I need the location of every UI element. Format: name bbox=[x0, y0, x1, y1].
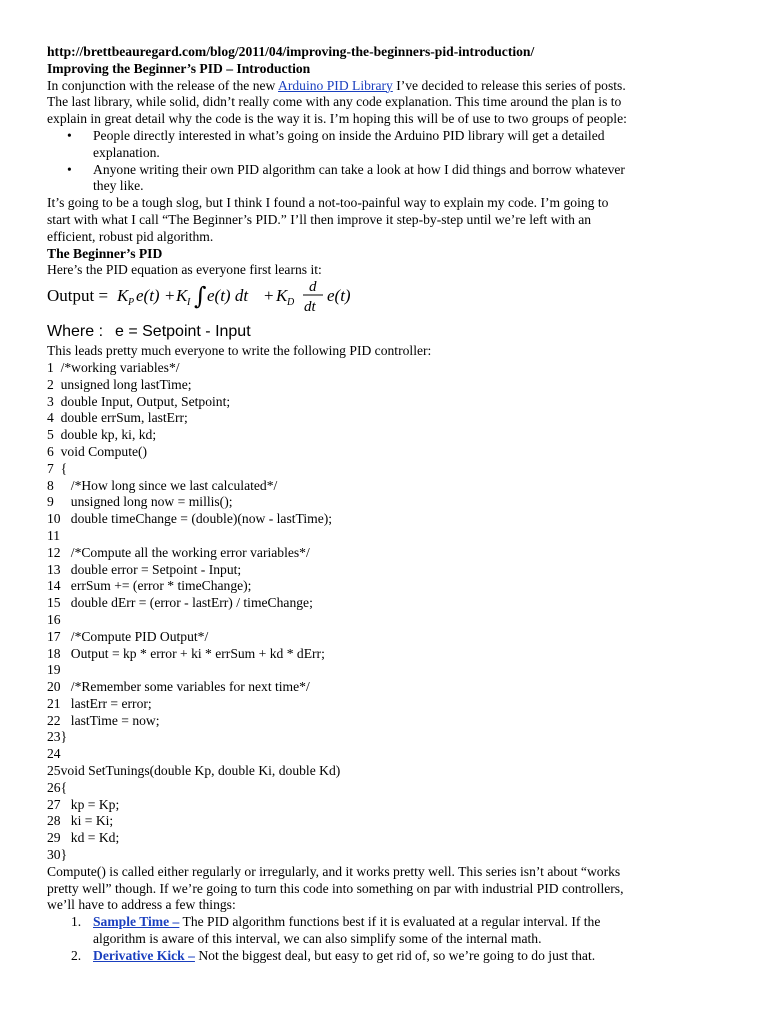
code-intro: This leads pretty much everyone to write the following PID controller: bbox=[47, 343, 432, 359]
eq-e-t: e(t) bbox=[136, 286, 160, 306]
list-item-text: they like. bbox=[93, 178, 144, 194]
code-line: 24 bbox=[47, 746, 61, 762]
bullet-icon: • bbox=[67, 127, 72, 143]
eq-e-t-dt: e(t) dt bbox=[207, 286, 249, 306]
intro-text: In conjunction with the release of the new bbox=[47, 77, 279, 93]
intro-paragraph bbox=[47, 78, 727, 128]
derivative-kick-link[interactable]: Derivative Kick – bbox=[93, 947, 195, 963]
code-line: 9 unsigned long now = millis(); bbox=[47, 494, 233, 510]
code-line: 15 double dErr = (error - lastErr) / timeChange; bbox=[47, 595, 313, 611]
list-item bbox=[47, 162, 727, 196]
paragraph-text: Compute() is called either regularly or irregularly, and it works pretty well. This series isn’t about “works bbox=[47, 863, 621, 879]
code-line: 27 kp = Kp; bbox=[47, 796, 120, 812]
eq-kp: K bbox=[117, 286, 129, 306]
list-item-text: The PID algorithm functions best if it is evaluated at a regular interval. If the bbox=[179, 914, 601, 930]
eq-kd-sub: D bbox=[287, 297, 295, 309]
eq-kd: K bbox=[276, 286, 288, 306]
code-line: 16 bbox=[47, 611, 61, 627]
code-line: 8 /*How long since we last calculated*/ bbox=[47, 477, 278, 493]
code-line: 19 bbox=[47, 662, 61, 678]
code-line: 20 /*Remember some variables for next time*/ bbox=[47, 679, 310, 695]
intro-text: The last library, while solid, didn’t really come with any code explanation. This time around the plan is to bbox=[47, 94, 622, 110]
code-line: 1 /*working variables*/ bbox=[47, 359, 180, 375]
slog-paragraph bbox=[47, 195, 727, 245]
eq-e-t-end: e(t) bbox=[327, 286, 351, 306]
sample-time-link[interactable]: Sample Time – bbox=[93, 914, 180, 930]
list-item-text: Not the biggest deal, but easy to get rid of, so we’re going to do just that. bbox=[194, 947, 596, 963]
eq-integral: ∫ bbox=[194, 282, 207, 311]
arduino-pid-library-link[interactable]: Arduino PID Library bbox=[278, 77, 393, 93]
eq-lhs: Output = bbox=[47, 286, 109, 306]
eq-ki-sub: I bbox=[187, 297, 191, 309]
paragraph-text: pretty well” though. If we’re going to turn this code into something on par with industrial PID controllers, bbox=[47, 880, 624, 896]
list-item-text: explanation. bbox=[93, 144, 160, 160]
list-number: 2. bbox=[71, 947, 82, 963]
bullet-icon: • bbox=[67, 161, 72, 177]
code-line: 23} bbox=[47, 729, 68, 745]
code-line: 29 kd = Kd; bbox=[47, 830, 120, 846]
paragraph-text: start with what I call “The Beginner’s PID.” I’ll then improve it step-by-step until we’re left with an bbox=[47, 211, 592, 227]
code-line: 12 /*Compute all the working error variables*/ bbox=[47, 544, 310, 560]
list-item bbox=[47, 128, 727, 162]
code-line: 14 errSum += (error * timeChange); bbox=[47, 578, 252, 594]
code-line: 13 double error = Setpoint - Input; bbox=[47, 561, 242, 577]
eq-where-label: Where : bbox=[47, 323, 104, 341]
code-line: 22 lastTime = now; bbox=[47, 712, 160, 728]
list-item bbox=[47, 948, 727, 965]
code-listing bbox=[47, 360, 727, 864]
audience-list bbox=[47, 128, 727, 195]
list-item bbox=[47, 914, 727, 948]
equation-intro: Here’s the PID equation as everyone first learns it: bbox=[47, 262, 322, 278]
eq-kp-sub: P bbox=[128, 297, 135, 309]
list-number: 1. bbox=[71, 914, 82, 930]
paragraph-text: we’ll have to address a few things: bbox=[47, 897, 236, 913]
list-item-text: People directly interested in what’s going on inside the Arduino PID library will get a detailed bbox=[93, 127, 605, 143]
code-line: 10 double timeChange = (double)(now - lastTime); bbox=[47, 511, 333, 527]
pid-equation bbox=[47, 279, 367, 341]
code-line: 28 ki = Ki; bbox=[47, 813, 114, 829]
code-line: 7 { bbox=[47, 460, 68, 476]
code-line: 2 unsigned long lastTime; bbox=[47, 376, 192, 392]
code-line: 11 bbox=[47, 527, 61, 543]
code-line: 4 double errSum, lastErr; bbox=[47, 410, 188, 426]
code-line: 3 double Input, Output, Setpoint; bbox=[47, 393, 231, 409]
intro-text: I’ve decided to release this series of posts. bbox=[392, 77, 626, 93]
code-line: 6 void Compute() bbox=[47, 443, 148, 459]
code-line: 25void SetTunings(double Kp, double Ki, double Kd) bbox=[47, 763, 341, 779]
eq-d-denominator: dt bbox=[304, 299, 316, 316]
list-item-text: algorithm is aware of this interval, we can also simplify some of the internal math. bbox=[93, 931, 542, 947]
article-title: Improving the Beginner’s PID – Introduction bbox=[47, 60, 311, 76]
eq-ki: K bbox=[176, 286, 188, 306]
paragraph-text: efficient, robust pid algorithm. bbox=[47, 228, 214, 244]
eq-plus: + bbox=[165, 286, 175, 306]
eq-where-expr: e = Setpoint - Input bbox=[115, 323, 251, 341]
source-url: http://brettbeauregard.com/blog/2011/04/improving-the-beginners-pid-introduction/ bbox=[47, 44, 535, 59]
closing-paragraph bbox=[47, 864, 727, 914]
section-heading: The Beginner’s PID bbox=[47, 245, 163, 261]
code-line: 17 /*Compute PID Output*/ bbox=[47, 628, 209, 644]
code-line: 21 lastErr = error; bbox=[47, 695, 152, 711]
document-page bbox=[47, 44, 727, 965]
code-line: 5 double kp, ki, kd; bbox=[47, 427, 157, 443]
intro-text: explain in great detail why the code is the way it is. I’m hoping this will be of use to two groups of people: bbox=[47, 111, 627, 127]
pid-equation-image bbox=[47, 279, 727, 343]
paragraph-text: It’s going to be a tough slog, but I think I found a not-too-painful way to explain my code. I’m going to bbox=[47, 195, 609, 211]
code-line: 26{ bbox=[47, 779, 68, 795]
eq-d-numerator: d bbox=[309, 279, 317, 296]
eq-plus: + bbox=[264, 286, 274, 306]
code-line: 30} bbox=[47, 847, 68, 863]
code-line: 18 Output = kp * error + ki * errSum + kd * dErr; bbox=[47, 645, 325, 661]
issues-list bbox=[47, 914, 727, 964]
list-item-text: Anyone writing their own PID algorithm can take a look at how I did things and borrow whatever bbox=[93, 161, 625, 177]
